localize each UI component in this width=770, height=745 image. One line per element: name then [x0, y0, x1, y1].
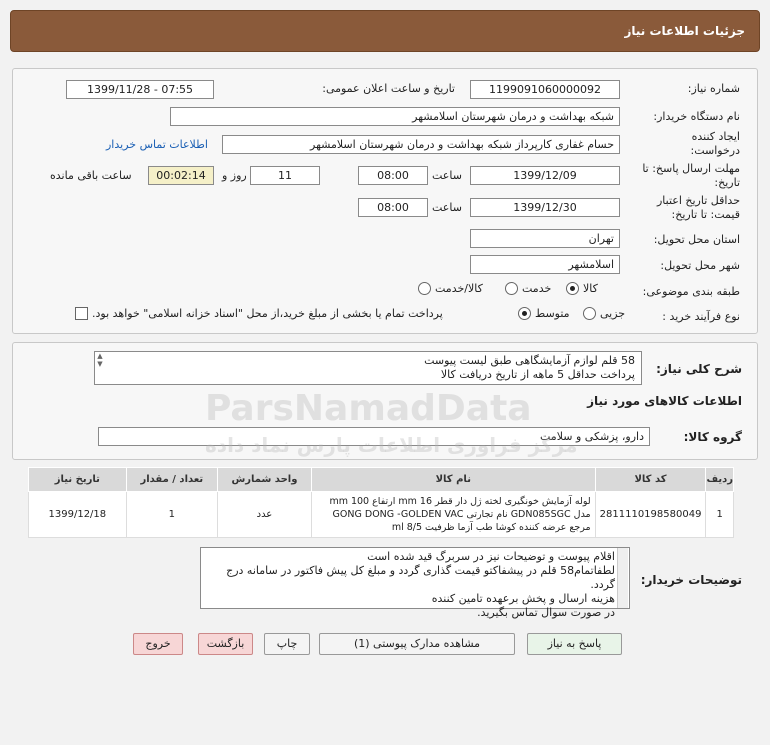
col-header-code: کد کالا	[595, 468, 706, 492]
col-header-name: نام کالا	[311, 468, 595, 492]
exit-button[interactable]: خروج	[133, 633, 183, 655]
radio-selected-icon[interactable]	[566, 282, 579, 295]
validity-time-field[interactable]: 08:00	[358, 198, 428, 217]
creator-label: ایجاد کننده درخواست:	[690, 130, 740, 157]
city-label: شهر محل تحویل:	[660, 259, 740, 272]
table-header-row	[29, 468, 734, 492]
announce-date-label: تاریخ و ساعت اعلان عمومی:	[322, 82, 455, 95]
buyer-org-field[interactable]: شبکه بهداشت و درمان شهرستان اسلامشهر	[170, 107, 620, 126]
table-row[interactable]	[29, 492, 734, 538]
summary-label: شرح کلی نیاز:	[656, 362, 742, 376]
watermark-persian: مرکز فراوری اطلاعات پارس نماد داده	[205, 433, 578, 457]
summary-line-2: پرداخت حداقل 5 ماهه از تاریخ دریافت کالا	[440, 368, 635, 381]
reply-button[interactable]: پاسخ به نیاز	[527, 633, 622, 655]
buyer-org-label: نام دستگاه خریدار:	[653, 110, 740, 123]
summary-line-1: 58 قلم لوازم آزمایشگاهی طبق لیست پیوست	[424, 354, 635, 367]
category-option-goods-service[interactable]: کالا/خدمت	[418, 282, 483, 295]
reply-date-field[interactable]: 1399/12/09	[470, 166, 620, 185]
cell-row-number: 1	[706, 492, 734, 538]
buyer-note-line-2: لطفاتمام58 قلم در پیشفاکتو قیمت گذاری گردد و مبلغ کل پیش فاکتور در سامانه درج گردد.	[226, 564, 615, 591]
watermark-latin: ParsNamadData	[205, 388, 532, 429]
cell-qty: 1	[126, 492, 217, 538]
reply-time-label: ساعت	[432, 169, 462, 182]
back-button[interactable]: بازگشت	[198, 633, 253, 655]
buyer-notes-textarea[interactable]	[200, 547, 630, 619]
treasury-payment-text: پرداخت تمام یا بخشی از مبلغ خرید،از محل "اسناد خزانه اسلامی" خواهد بود.	[92, 307, 443, 320]
radio-icon[interactable]	[505, 282, 518, 295]
goods-table-wrapper	[28, 467, 734, 538]
buyer-note-line-3: هزینه ارسال و پخش برعهده تامین کننده	[431, 592, 615, 605]
city-field[interactable]: اسلامشهر	[470, 255, 620, 274]
page-title-bar	[10, 10, 760, 52]
process-option-medium[interactable]: متوسط	[518, 307, 570, 320]
summary-textarea[interactable]	[94, 351, 642, 385]
buyer-contact-link[interactable]: اطلاعات تماس خریدار	[106, 138, 208, 151]
item-name-line-3: مرجع عرضه کننده کوشا طب آزما ظرفیت ml 8/5	[391, 522, 591, 533]
col-header-qty: تعداد / مقدار	[126, 468, 217, 492]
category-option-service[interactable]: خدمت	[505, 282, 551, 295]
notes-scrollbar[interactable]	[617, 548, 628, 608]
days-label: روز و	[222, 169, 247, 182]
category-label: طبقه بندی موضوعی:	[642, 285, 740, 298]
resize-handle-icon[interactable]: ▲ ▼	[97, 352, 103, 368]
process-type-label: نوع فرآیند خرید :	[662, 310, 740, 323]
creator-field[interactable]: حسام غفاری کارپرداز شبکه بهداشت و درمان شهرستان اسلامشهر	[222, 135, 620, 154]
radio-icon[interactable]	[418, 282, 431, 295]
cell-unit: عدد	[217, 492, 311, 538]
buyer-notes-label: توضیحات خریدار:	[640, 573, 742, 587]
col-header-date: تاریخ نیاز	[29, 468, 127, 492]
category-option-goods[interactable]: کالا	[566, 282, 598, 295]
cell-code: 2811110198580049	[595, 492, 706, 538]
radio-selected-icon[interactable]	[518, 307, 531, 320]
validity-time-label: ساعت	[432, 201, 462, 214]
reply-time-field[interactable]: 08:00	[358, 166, 428, 185]
province-field[interactable]: تهران	[470, 229, 620, 248]
need-number-field[interactable]: 1199091060000092	[470, 80, 620, 99]
item-name-line-1: لوله آزمایش خونگیری لخته ژل دار قطر mm 16 ارتفاع mm 100	[329, 496, 591, 507]
announce-date-field[interactable]: 1399/11/28 - 07:55	[66, 80, 214, 99]
col-header-unit: واحد شمارش	[217, 468, 311, 492]
cell-name	[311, 492, 595, 538]
checkbox-icon[interactable]	[75, 307, 88, 320]
treasury-payment-option[interactable]	[75, 307, 443, 320]
item-name-line-2: مدل GDN085SGC نام تجارتی GONG DONG -GOLDEN VAC	[332, 509, 591, 520]
goods-section-title: اطلاعات کالاهای مورد نیاز	[587, 394, 742, 408]
radio-icon[interactable]	[583, 307, 596, 320]
cell-date: 1399/12/18	[29, 492, 127, 538]
price-validity-label: حداقل تاریخ اعتبار قیمت: تا تاریخ:	[656, 194, 740, 221]
days-remaining-field[interactable]: 11	[250, 166, 320, 185]
time-remaining-label: ساعت باقی مانده	[50, 169, 132, 182]
goods-group-field[interactable]: دارو، پزشکی و سلامت	[98, 427, 650, 446]
province-label: استان محل تحویل:	[653, 233, 740, 246]
time-remaining-field: 00:02:14	[148, 166, 214, 185]
print-button[interactable]: چاپ	[264, 633, 310, 655]
buyer-note-line-4: در صورت سوال تماس بگیرید.	[477, 606, 615, 619]
need-number-label: شماره نیاز:	[687, 82, 740, 95]
goods-table	[28, 467, 734, 538]
validity-date-field[interactable]: 1399/12/30	[470, 198, 620, 217]
goods-group-label: گروه کالا:	[683, 430, 742, 444]
page-title: جزئیات اطلاعات نیاز	[624, 24, 745, 38]
process-option-minor[interactable]: جزیی	[583, 307, 625, 320]
reply-deadline-label: مهلت ارسال پاسخ: تا تاریخ:	[642, 162, 740, 189]
col-header-row: ردیف	[706, 468, 734, 492]
buyer-note-line-1: اقلام پیوست و توضیحات نیز در سربرگ قید شده است	[367, 550, 615, 563]
view-attachments-button[interactable]: مشاهده مدارک پیوستی (1)	[319, 633, 515, 655]
